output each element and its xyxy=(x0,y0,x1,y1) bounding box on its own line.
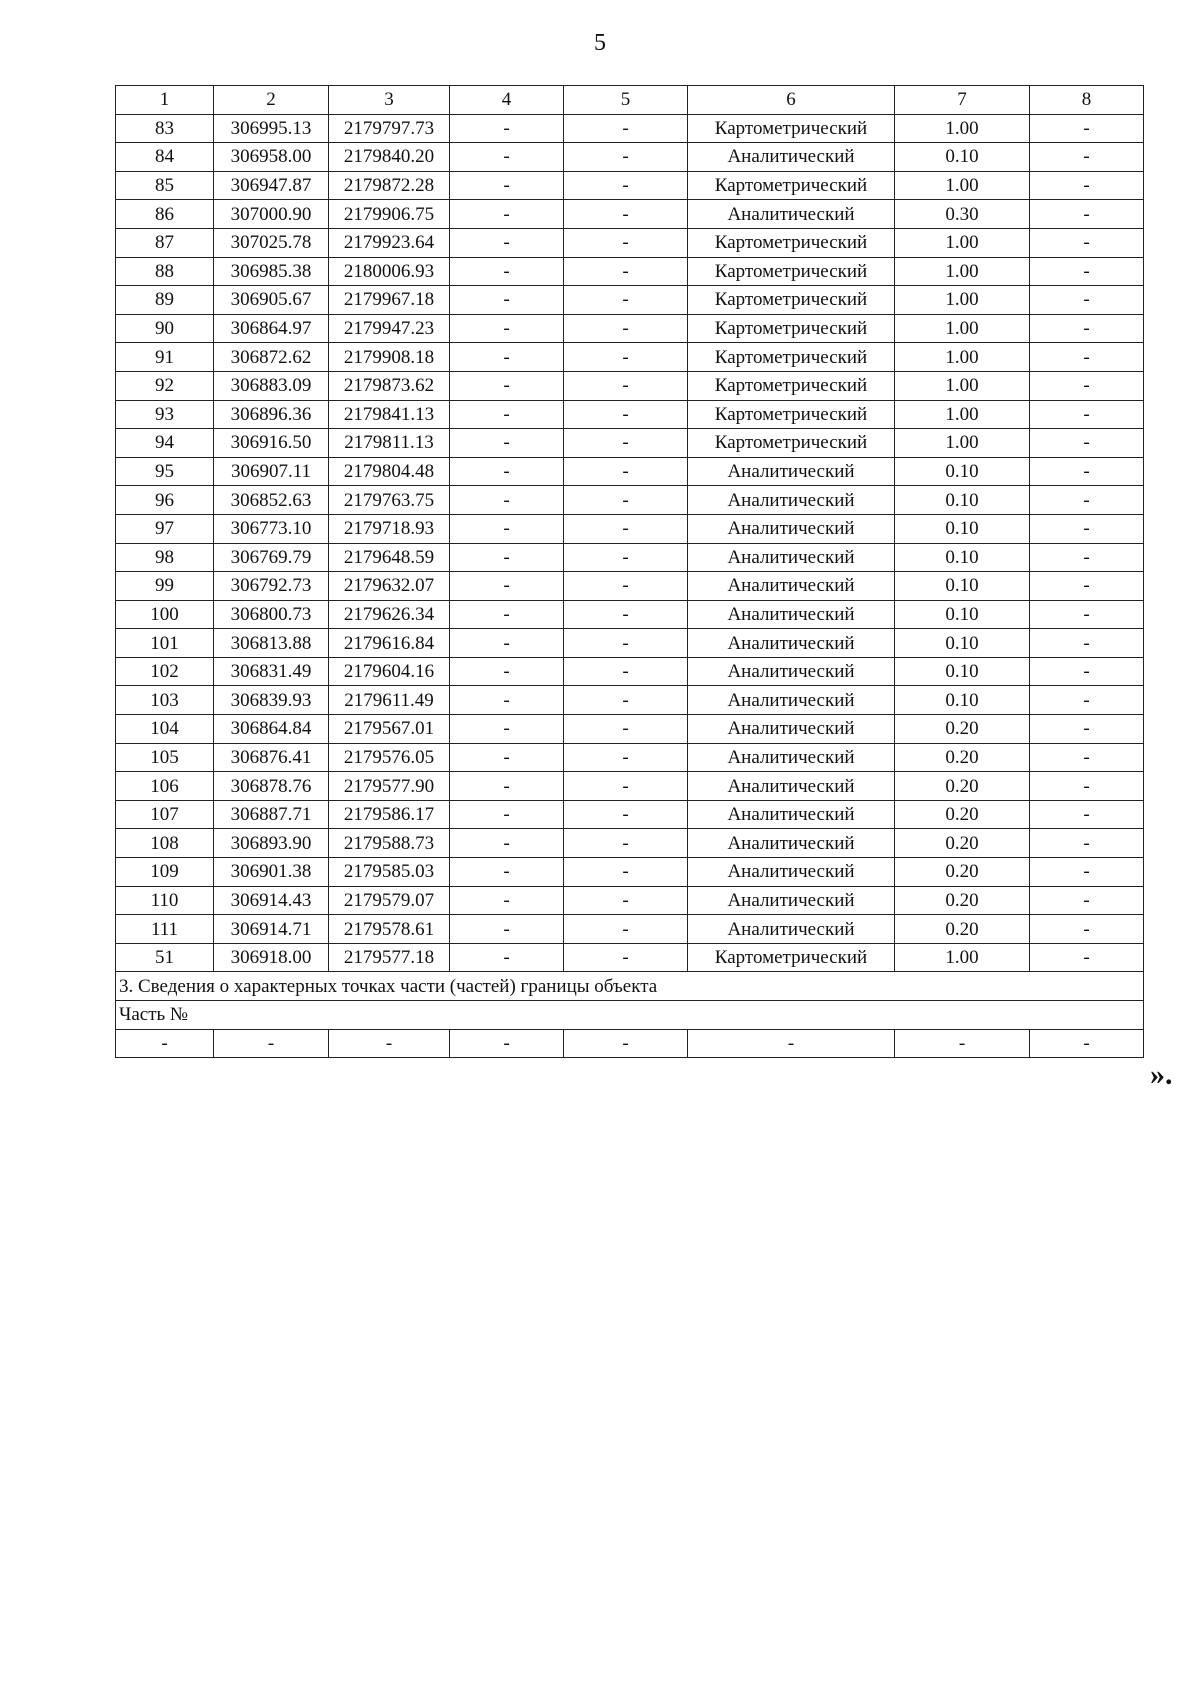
table-cell: - xyxy=(1030,629,1144,658)
table-row xyxy=(116,200,1144,229)
table-cell: - xyxy=(1030,486,1144,515)
table-cell: 3 xyxy=(329,86,450,115)
table-cell: 306769.79 xyxy=(214,543,329,572)
table-cell: Картометрический xyxy=(688,314,895,343)
table-cell: - xyxy=(564,943,688,972)
table-cell: - xyxy=(564,743,688,772)
table-cell: - xyxy=(450,429,564,458)
table-cell: 86 xyxy=(116,200,214,229)
table-cell: 0.10 xyxy=(895,657,1030,686)
table-cell: 89 xyxy=(116,286,214,315)
table-cell: - xyxy=(564,314,688,343)
part-label-row xyxy=(116,1001,1144,1030)
table-cell: Аналитический xyxy=(688,572,895,601)
table-cell: Аналитический xyxy=(688,686,895,715)
table-cell: - xyxy=(564,486,688,515)
table-cell: - xyxy=(1030,715,1144,744)
table-cell: - xyxy=(450,314,564,343)
table-cell: 105 xyxy=(116,743,214,772)
table-cell: 97 xyxy=(116,514,214,543)
table-cell: - xyxy=(564,829,688,858)
table-cell: 1.00 xyxy=(895,171,1030,200)
table-cell: 1 xyxy=(116,86,214,115)
table-cell: - xyxy=(564,114,688,143)
part-label: Часть № xyxy=(116,1001,1144,1030)
table-row xyxy=(116,943,1144,972)
table-cell: - xyxy=(450,286,564,315)
table-cell: 306813.88 xyxy=(214,629,329,658)
table-cell: 83 xyxy=(116,114,214,143)
table-cell: 1.00 xyxy=(895,286,1030,315)
table-cell: 87 xyxy=(116,228,214,257)
table-cell: - xyxy=(450,457,564,486)
table-cell: 94 xyxy=(116,429,214,458)
table-cell: - xyxy=(564,886,688,915)
table-cell: 1.00 xyxy=(895,314,1030,343)
table-row xyxy=(116,886,1144,915)
table-cell: 0.10 xyxy=(895,543,1030,572)
table-cell: - xyxy=(450,858,564,887)
table-cell: 98 xyxy=(116,543,214,572)
table-cell: 1.00 xyxy=(895,400,1030,429)
table-cell: 306878.76 xyxy=(214,772,329,801)
table-cell: - xyxy=(450,228,564,257)
table-cell: - xyxy=(1030,257,1144,286)
table-cell: 2179604.16 xyxy=(329,657,450,686)
table-cell: 88 xyxy=(116,257,214,286)
table-cell: 306916.50 xyxy=(214,429,329,458)
table-cell: 2179579.07 xyxy=(329,886,450,915)
table-cell: - xyxy=(1030,1029,1144,1058)
table-cell: - xyxy=(564,429,688,458)
table-cell: - xyxy=(564,858,688,887)
table-cell: 306985.38 xyxy=(214,257,329,286)
table-cell: - xyxy=(450,657,564,686)
table-cell: Картометрический xyxy=(688,171,895,200)
table-cell: 306887.71 xyxy=(214,800,329,829)
section-title-row xyxy=(116,972,1144,1001)
table-row xyxy=(116,800,1144,829)
table-row xyxy=(116,286,1144,315)
table-cell: - xyxy=(564,257,688,286)
table-cell: - xyxy=(688,1029,895,1058)
table-cell: 92 xyxy=(116,371,214,400)
table-row xyxy=(116,314,1144,343)
table-cell: 5 xyxy=(564,86,688,115)
table-cell: 2179908.18 xyxy=(329,343,450,372)
table-cell: Картометрический xyxy=(688,257,895,286)
table-cell: - xyxy=(1030,114,1144,143)
empty-data-row xyxy=(116,1029,1144,1058)
table-cell: Картометрический xyxy=(688,371,895,400)
table-cell: - xyxy=(450,743,564,772)
table-cell: 306792.73 xyxy=(214,572,329,601)
table-cell: - xyxy=(450,772,564,801)
table-cell: - xyxy=(1030,886,1144,915)
table-cell: 85 xyxy=(116,171,214,200)
table-cell: - xyxy=(564,686,688,715)
table-cell: Аналитический xyxy=(688,829,895,858)
table-cell: - xyxy=(1030,858,1144,887)
table-cell: 306831.49 xyxy=(214,657,329,686)
table-cell: 306773.10 xyxy=(214,514,329,543)
table-cell: 0.10 xyxy=(895,600,1030,629)
table-cell: - xyxy=(116,1029,214,1058)
table-row xyxy=(116,457,1144,486)
table-row xyxy=(116,514,1144,543)
table-cell: Аналитический xyxy=(688,858,895,887)
table-cell: 104 xyxy=(116,715,214,744)
table-cell: - xyxy=(564,629,688,658)
table-cell: 307025.78 xyxy=(214,228,329,257)
table-cell: 2 xyxy=(214,86,329,115)
table-cell: 2179763.75 xyxy=(329,486,450,515)
table-cell: 2179804.48 xyxy=(329,457,450,486)
table-cell: 306918.00 xyxy=(214,943,329,972)
table-cell: - xyxy=(329,1029,450,1058)
table-cell: 107 xyxy=(116,800,214,829)
table-cell: - xyxy=(564,715,688,744)
table-cell: 2180006.93 xyxy=(329,257,450,286)
table-cell: - xyxy=(450,600,564,629)
table-cell: 306883.09 xyxy=(214,371,329,400)
table-row xyxy=(116,228,1144,257)
table-cell: 101 xyxy=(116,629,214,658)
table-cell: 1.00 xyxy=(895,228,1030,257)
table-cell: 306914.43 xyxy=(214,886,329,915)
table-cell: 95 xyxy=(116,457,214,486)
table-cell: - xyxy=(450,1029,564,1058)
table-cell: - xyxy=(450,257,564,286)
table-row xyxy=(116,743,1144,772)
table-cell: Картометрический xyxy=(688,429,895,458)
table-cell: 103 xyxy=(116,686,214,715)
table-cell: 0.10 xyxy=(895,686,1030,715)
table-cell: 306876.41 xyxy=(214,743,329,772)
table-cell: - xyxy=(564,772,688,801)
table-cell: 2179811.13 xyxy=(329,429,450,458)
table-cell: 2179648.59 xyxy=(329,543,450,572)
table-cell: 306864.97 xyxy=(214,314,329,343)
table-cell: 306800.73 xyxy=(214,600,329,629)
table-cell: - xyxy=(1030,457,1144,486)
table-cell: - xyxy=(450,200,564,229)
table-cell: - xyxy=(1030,286,1144,315)
table-cell: 2179576.05 xyxy=(329,743,450,772)
table-cell: 2179967.18 xyxy=(329,286,450,315)
table-cell: Аналитический xyxy=(688,915,895,944)
table-cell: 2179577.90 xyxy=(329,772,450,801)
table-cell: - xyxy=(1030,143,1144,172)
table-cell: Аналитический xyxy=(688,543,895,572)
table-cell: 110 xyxy=(116,886,214,915)
table-cell: - xyxy=(450,572,564,601)
table-cell: - xyxy=(1030,171,1144,200)
table-cell: Аналитический xyxy=(688,772,895,801)
table-cell: 8 xyxy=(1030,86,1144,115)
table-row xyxy=(116,772,1144,801)
table-cell: - xyxy=(450,486,564,515)
table-cell: - xyxy=(1030,228,1144,257)
table-cell: 306864.84 xyxy=(214,715,329,744)
table-cell: 0.20 xyxy=(895,772,1030,801)
table-cell: Аналитический xyxy=(688,629,895,658)
table-cell: - xyxy=(450,829,564,858)
table-cell: 99 xyxy=(116,572,214,601)
table-cell: Аналитический xyxy=(688,800,895,829)
table-cell: 306907.11 xyxy=(214,457,329,486)
table-cell: - xyxy=(1030,657,1144,686)
table-cell: - xyxy=(450,943,564,972)
table-cell: Картометрический xyxy=(688,228,895,257)
table-cell: 2179577.18 xyxy=(329,943,450,972)
table-cell: 102 xyxy=(116,657,214,686)
table-cell: 0.10 xyxy=(895,629,1030,658)
table-cell: 106 xyxy=(116,772,214,801)
table-cell: 0.20 xyxy=(895,829,1030,858)
table-cell: - xyxy=(1030,343,1144,372)
table-cell: - xyxy=(895,1029,1030,1058)
table-cell: Аналитический xyxy=(688,715,895,744)
closing-quote-mark: ». xyxy=(1150,1058,1173,1091)
table-cell: 1.00 xyxy=(895,114,1030,143)
table-cell: 0.20 xyxy=(895,743,1030,772)
section-title: 3. Сведения о характерных точках части (частей) границы объекта xyxy=(116,972,1144,1001)
table-cell: 7 xyxy=(895,86,1030,115)
table-cell: 2179873.62 xyxy=(329,371,450,400)
table-cell: - xyxy=(1030,686,1144,715)
table-cell: 2179923.64 xyxy=(329,228,450,257)
table-cell: Картометрический xyxy=(688,114,895,143)
table-cell: - xyxy=(564,371,688,400)
table-cell: - xyxy=(450,171,564,200)
table-cell: 0.10 xyxy=(895,143,1030,172)
table-cell: Аналитический xyxy=(688,514,895,543)
table-cell: Аналитический xyxy=(688,886,895,915)
table-cell: - xyxy=(450,400,564,429)
table-cell: Аналитический xyxy=(688,143,895,172)
table-cell: 1.00 xyxy=(895,943,1030,972)
table-cell: - xyxy=(564,600,688,629)
table-cell: 2179840.20 xyxy=(329,143,450,172)
table-cell: Аналитический xyxy=(688,200,895,229)
table-cell: 1.00 xyxy=(895,429,1030,458)
table-cell: - xyxy=(450,886,564,915)
table-cell: 306958.00 xyxy=(214,143,329,172)
table-cell: Аналитический xyxy=(688,486,895,515)
table-cell: - xyxy=(564,143,688,172)
table-cell: - xyxy=(1030,915,1144,944)
table-row xyxy=(116,486,1144,515)
table-cell: 4 xyxy=(450,86,564,115)
table-cell: - xyxy=(1030,200,1144,229)
table-cell: 0.20 xyxy=(895,858,1030,887)
table-cell: Картометрический xyxy=(688,343,895,372)
table-row xyxy=(116,629,1144,658)
table-cell: - xyxy=(564,457,688,486)
table-row xyxy=(116,343,1144,372)
table-cell: 96 xyxy=(116,486,214,515)
table-cell: - xyxy=(450,143,564,172)
boundary-points-table xyxy=(115,85,1144,1058)
table-cell: Аналитический xyxy=(688,600,895,629)
table-cell: 109 xyxy=(116,858,214,887)
table-cell: 306893.90 xyxy=(214,829,329,858)
table-row xyxy=(116,829,1144,858)
table-cell: - xyxy=(1030,829,1144,858)
table-cell: - xyxy=(1030,371,1144,400)
table-cell: - xyxy=(450,371,564,400)
table-cell: - xyxy=(1030,800,1144,829)
table-cell: - xyxy=(1030,543,1144,572)
table-cell: - xyxy=(564,200,688,229)
table-cell: - xyxy=(564,514,688,543)
table-cell: - xyxy=(564,343,688,372)
table-cell: Картометрический xyxy=(688,943,895,972)
table-row xyxy=(116,715,1144,744)
table-cell: 306995.13 xyxy=(214,114,329,143)
table-cell: - xyxy=(564,228,688,257)
table-cell: 2179626.34 xyxy=(329,600,450,629)
table-cell: 2179585.03 xyxy=(329,858,450,887)
table-cell: 0.10 xyxy=(895,486,1030,515)
table-cell: - xyxy=(450,915,564,944)
table-cell: 0.10 xyxy=(895,457,1030,486)
table-cell: Аналитический xyxy=(688,743,895,772)
table-cell: 1.00 xyxy=(895,371,1030,400)
table-row xyxy=(116,171,1144,200)
table-cell: 306905.67 xyxy=(214,286,329,315)
table-cell: 51 xyxy=(116,943,214,972)
table-cell: - xyxy=(564,572,688,601)
table-cell: 2179588.73 xyxy=(329,829,450,858)
table-row xyxy=(116,429,1144,458)
table-cell: - xyxy=(564,800,688,829)
table-cell: - xyxy=(450,629,564,658)
table-cell: 0.20 xyxy=(895,915,1030,944)
table-row xyxy=(116,600,1144,629)
table-cell: - xyxy=(1030,572,1144,601)
table-row xyxy=(116,114,1144,143)
table-cell: 0.20 xyxy=(895,800,1030,829)
table-cell: - xyxy=(564,543,688,572)
table-row xyxy=(116,257,1144,286)
table-cell: 0.20 xyxy=(895,715,1030,744)
table-cell: - xyxy=(450,543,564,572)
table-cell: 2179586.17 xyxy=(329,800,450,829)
table-cell: - xyxy=(1030,400,1144,429)
table-row xyxy=(116,543,1144,572)
table-row xyxy=(116,686,1144,715)
table-cell: 306901.38 xyxy=(214,858,329,887)
table-cell: - xyxy=(1030,314,1144,343)
table-cell: - xyxy=(564,657,688,686)
table-cell: - xyxy=(1030,600,1144,629)
table-cell: 1.00 xyxy=(895,257,1030,286)
table-cell: 90 xyxy=(116,314,214,343)
table-cell: 0.20 xyxy=(895,886,1030,915)
table-cell: - xyxy=(564,1029,688,1058)
table-cell: - xyxy=(450,686,564,715)
table-cell: 2179578.61 xyxy=(329,915,450,944)
table-cell: 2179906.75 xyxy=(329,200,450,229)
table-row xyxy=(116,400,1144,429)
table-cell: Картометрический xyxy=(688,286,895,315)
table-cell: 91 xyxy=(116,343,214,372)
table-body xyxy=(116,86,1144,1058)
table-cell: 0.10 xyxy=(895,572,1030,601)
table-cell: - xyxy=(564,286,688,315)
table-cell: - xyxy=(450,715,564,744)
table-cell: - xyxy=(1030,772,1144,801)
table-cell: 2179611.49 xyxy=(329,686,450,715)
table-cell: Аналитический xyxy=(688,457,895,486)
table-cell: - xyxy=(1030,429,1144,458)
table-cell: 307000.90 xyxy=(214,200,329,229)
table-cell: 111 xyxy=(116,915,214,944)
table-cell: 2179632.07 xyxy=(329,572,450,601)
table-cell: - xyxy=(1030,514,1144,543)
table-cell: - xyxy=(450,343,564,372)
table-cell: 306896.36 xyxy=(214,400,329,429)
table-cell: 2179567.01 xyxy=(329,715,450,744)
column-number-row xyxy=(116,86,1144,115)
table-row xyxy=(116,657,1144,686)
table-cell: 2179616.84 xyxy=(329,629,450,658)
table-cell: - xyxy=(564,915,688,944)
table-cell: 2179841.13 xyxy=(329,400,450,429)
table-cell: 93 xyxy=(116,400,214,429)
table-cell: 100 xyxy=(116,600,214,629)
table-cell: - xyxy=(450,514,564,543)
table-cell: - xyxy=(450,114,564,143)
table-row xyxy=(116,858,1144,887)
table-cell: - xyxy=(450,800,564,829)
table-cell: Аналитический xyxy=(688,657,895,686)
table-cell: - xyxy=(1030,943,1144,972)
table-cell: 84 xyxy=(116,143,214,172)
table-row xyxy=(116,572,1144,601)
table-row xyxy=(116,143,1144,172)
table-cell: 306914.71 xyxy=(214,915,329,944)
table-row xyxy=(116,915,1144,944)
table-cell: Картометрический xyxy=(688,400,895,429)
page-number: 5 xyxy=(594,30,606,56)
table-cell: - xyxy=(214,1029,329,1058)
table-cell: - xyxy=(1030,743,1144,772)
table-cell: 306947.87 xyxy=(214,171,329,200)
table-cell: 306872.62 xyxy=(214,343,329,372)
table-row xyxy=(116,371,1144,400)
table-cell: 108 xyxy=(116,829,214,858)
table-cell: 0.10 xyxy=(895,514,1030,543)
table-cell: 6 xyxy=(688,86,895,115)
table-cell: 2179872.28 xyxy=(329,171,450,200)
table-cell: 1.00 xyxy=(895,343,1030,372)
table-cell: - xyxy=(564,400,688,429)
table-cell: 306839.93 xyxy=(214,686,329,715)
table-cell: 2179947.23 xyxy=(329,314,450,343)
table-cell: 2179797.73 xyxy=(329,114,450,143)
table-cell: - xyxy=(564,171,688,200)
table-cell: 2179718.93 xyxy=(329,514,450,543)
table-cell: 306852.63 xyxy=(214,486,329,515)
table-cell: 0.30 xyxy=(895,200,1030,229)
